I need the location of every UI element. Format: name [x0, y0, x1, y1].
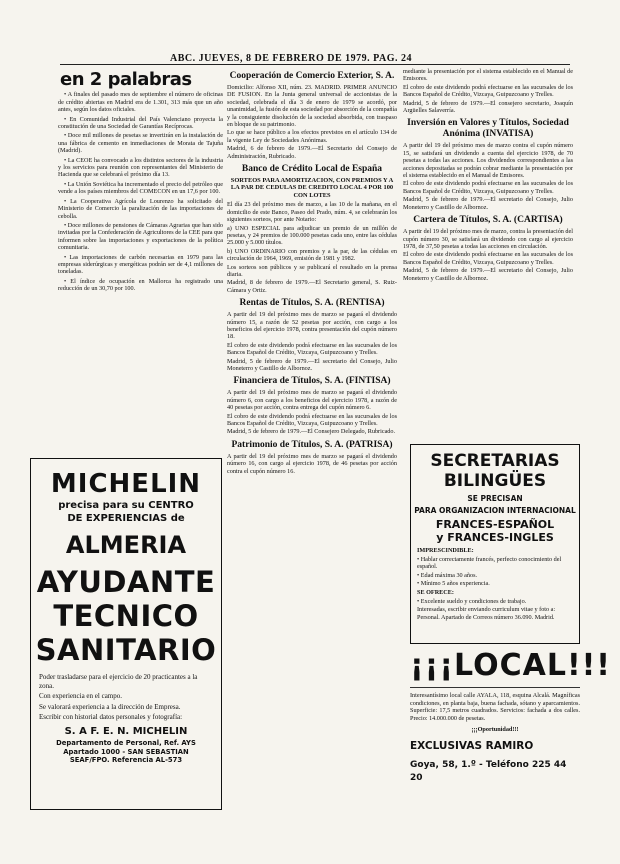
news-bullet: • Doce millones de pensiones de Cámaras Agrarias que han sido invitadas por la Confederación de Agricultores de la CEE para que informen sobre las importaciones y exportaciones de la política comunitaria.	[58, 221, 223, 252]
michelin-ad	[30, 458, 222, 810]
notice-signature: Madrid, 5 de febrero de 1979.—El consejero secretario, Joaquín Argüelles Salaverría.	[403, 99, 573, 115]
secr-lang-1: FRANCES-ESPAÑOL	[435, 518, 555, 531]
secr-req: • Edad máxima 30 años.	[417, 571, 478, 579]
news-bullet: • La CEOE ha convocado a los distintos sectores de la industria y los servicios para reunión con representantes del Ministerio de Hacienda que se celebrará el próximo día 13.	[58, 156, 223, 179]
safen-name: S. A F. E. N. MICHELIN	[64, 725, 188, 737]
local-title: ¡¡¡LOCAL!!!	[410, 648, 611, 683]
michelin-city: ALMERIA	[65, 531, 187, 559]
notice-text: A partir del 19 del próximo mes de marzo, contra la presentación del cupón número 30, se satisfará un dividendo con cargo al ejercicio 1978, de 37,50 pesetas a todas las acciones en circulación.	[403, 228, 573, 250]
secretarias-ad	[410, 444, 580, 644]
secr-req: • Hablar correctamente francés, perfecto conocimiento del español.	[417, 555, 562, 571]
header-rule	[60, 64, 570, 65]
notice-title-rentisa: Rentas de Títulos, S. A. (RENTISA)	[239, 298, 385, 309]
notice-title-banco: Banco de Crédito Local de España	[241, 164, 383, 175]
notice-text: El día 23 del próximo mes de marzo, a las 10 de la mañana, en el domicilio de este Banco, Paseo del Prado, núm. 4, se celebrarán los siguientes sorteos, por ante Notario:	[227, 201, 397, 224]
notice-signature: Madrid, 5 de febrero de 1979.—El secretario del Consejo, Julio Moneterro y Castillo de Albornoz.	[227, 357, 397, 372]
secr-offer: • Excelente sueldo y condiciones de trabajo.	[417, 597, 527, 605]
notice-text: a) UNO ESPECIAL para adjudicar un premio de un millón de pesetas, y 24 premios de 100.000 pesetas cada uno, entre las cédulas 25.000 y 5.000 títulos.	[227, 224, 397, 247]
notice-text: El cobro de este dividendo podrá efectuarse en las sucursales de los Bancos Español de Crédito, Vizcaya, Guipuzcoano y Trelles.	[403, 251, 573, 266]
column-1	[58, 68, 223, 295]
news-bullet: • El índice de ocupación en Mallorca ha registrado una reducción de un 30,70 por 100.	[58, 277, 223, 293]
news-bullet: • Doce mil millones de pesetas se invertirán en la instalación de una fábrica de cemento en inmediaciones de Morata de Tajuña (Madrid).	[58, 132, 223, 155]
local-text: Interesantísimo local calle AYALA, 118, esquina Alcalá. Magníficas condiciones, en planta baja, buena fachada, sótano y aparcamientos. Superficie: 17,5 metros cuadrados. Servicios: fachada a dos calles. Precio: 14.000.000 de pesetas.	[410, 692, 580, 722]
secr-title-2: BILINGÜES	[443, 471, 547, 491]
secr-se-precisan: SE PRECISAN	[467, 494, 523, 503]
notice-text: El cobro de este dividendo podrá efectuarse en las sucursales de los Bancos Español de Crédito, Vizcaya, Guipuzcoano y Trelles.	[227, 341, 397, 357]
local-address: Goya, 58, 1.º - Teléfono 225 44 20	[410, 759, 567, 783]
notice-title-cartisa: Cartera de Títulos, S. A. (CARTISA)	[413, 215, 563, 226]
notice-signature: Madrid, 6 de febrero de 1979.—El Secretario del Consejo de Administración, Rubricado.	[227, 145, 397, 160]
news-bullet: • En Comunidad Industrial del País Valenciano proyecta la constitución de una Sociedad de Garantías Recíprocas.	[58, 115, 223, 131]
requirement-1: Poder trasladarse para el ejercicio de 20 practicantes a la zona.	[39, 673, 198, 690]
notice-title-invatisa: Inversión en Valores y Títulos, Sociedad Anónima (INVATISA)	[407, 118, 569, 140]
requirement-3: Se valorará experiencia a la dirección de Empresa.	[39, 702, 181, 711]
address-line-2: Apartado 1000 - SAN SEBASTIAN	[63, 747, 189, 756]
news-bullet: • La Unión Soviética ha incrementado el precio del petróleo que vende a los países miembros del COMECON en un 17,6 por 100.	[58, 180, 223, 196]
michelin-line-1: precisa para su CENTRO	[58, 500, 194, 511]
news-bullet: • Las importaciones de carbón necesarias en 1979 para las empresas siderúrgicas y energéticas podrán ser de 4,1 millones de toneladas.	[58, 253, 223, 276]
column-3	[403, 68, 573, 286]
notice-title-fintisa: Financiera de Títulos, S. A. (FINTISA)	[233, 376, 391, 387]
requirement-2: Con experiencia en el campo.	[39, 692, 122, 701]
secr-organizacion: PARA ORGANIZACION INTERNACIONAL	[414, 506, 576, 515]
local-agency: EXCLUSIVAS RAMIRO	[410, 739, 534, 752]
notice-text: A partir del 19 del próximo mes de marzo contra el cupón número 15, se satisfará un dividendo a cuenta del ejercicio 1978, de 70 pesetas a todas las acciones. Los dividendos correspondientes a las acciones depositadas se podrán cobrar mediante la presentación por el sistema establecido en el Manual de Emisores.	[403, 142, 573, 180]
michelin-line-2: DE EXPERIENCIAS de	[67, 513, 185, 524]
notice-title-cooperacion: Cooperación de Comercio Exterior, S. A.	[229, 71, 395, 81]
notice-text: b) UNO ORDINARIO con premios y a la par, de las cédulas en circulación de 1964, 1969, emisión de 1981 y 1982.	[227, 247, 397, 263]
secr-contact: Interesadas, escribir enviando curriculum vitae y foto a: Personal. Apartado de Correos número 36.090. Madrid.	[417, 606, 556, 621]
notice-text: El cobro de este dividendo podrá efectuarse en las sucursales de los Bancos Español de Crédito, Vizcaya, Guipuzcoano y Trelles.	[227, 412, 397, 428]
address-line-1: Departamento de Personal, Ref. AYS	[56, 738, 196, 747]
michelin-brand: MICHELIN	[50, 469, 202, 499]
page-header: ABC. JUEVES, 8 DE FEBRERO DE 1979. PAG. 24	[170, 53, 412, 64]
notice-text: El cobro de este dividendo podrá efectuarse en las sucursales de los Bancos Español de Crédito, Vizcaya, Guipuzcoano y Trelles.	[403, 83, 573, 99]
news-bullet: • A finales del pasado mes de septiembre el número de oficinas de crédito abiertas en Madrid era de 1.301, 313 más que un año antes, según los datos oficiales.	[58, 91, 223, 114]
job-title-2: TECNICO	[53, 599, 199, 633]
secr-offer-heading: SE OFRECE:	[417, 588, 454, 596]
notice-signature: Madrid, 5 de febrero de 1979.—El secretario del Consejo, Julio Moneterro y Castillo de Albornoz.	[403, 267, 573, 282]
news-bullets	[58, 91, 223, 292]
secr-req: • Mínimo 5 años experiencia.	[417, 580, 490, 588]
notice-signature: Madrid, 5 de febrero de 1979.—El Consejero Delegado, Rubricado.	[227, 428, 396, 436]
paper-name: ABC	[170, 53, 193, 64]
notice-signature: Madrid, 8 de febrero de 1979.—El Secretario general, S. Ruiz-Cámara y Ortiz.	[227, 279, 397, 294]
notice-text: El cobro de este dividendo podrá efectuarse en las sucursales de los Bancos Español de Crédito, Vizcaya, Guipuzcoano y Trelles.	[403, 180, 573, 195]
local-oportunidad: ¡¡¡Oportunidad!!!	[471, 726, 519, 734]
notice-title-patrisa: Patrimonio de Títulos, S. A. (PATRISA)	[231, 439, 393, 450]
local-ad	[410, 648, 611, 785]
notice-signature: Madrid, 5 de febrero de 1979.—El secretario del Consejo, Julio Moneterro y Castillo de Albornoz.	[403, 196, 573, 211]
secr-title-1: SECRETARIAS	[430, 451, 560, 471]
secr-req-heading: IMPRESCINDIBLE:	[417, 547, 474, 554]
header-day: JUEVES	[198, 53, 240, 64]
notice-text: mediante la presentación por el sistema establecido en el Manual de Emisores.	[403, 68, 573, 83]
notice-text: Lo que se hace público a los efectos previstos en el artículo 134 de la vigente Ley de Sociedades Anónimas.	[227, 129, 397, 144]
secr-lang-2: y FRANCES-INGLES	[436, 531, 554, 544]
notice-subtitle: SORTEOS PARA AMORTIZACION, CON PREMIOS Y A LA PAR DE CEDULAS DE CREDITO LOCAL 4 POR 100 CON LOTES	[230, 177, 394, 199]
notice-text: A partir del 19 del próximo mes de marzo se pagará el dividendo número 16, con cargo al ejercicio 1978, de 46 pesetas por acción contra el cupón número 16.	[227, 452, 397, 475]
notice-text: A partir del 19 del próximo mes de marzo se pagará el dividendo número 15, a razón de 52 pesetas por acción, con cargo a los beneficios del ejercicio 1978, contra presentación del cupón número 18.	[227, 311, 397, 341]
notice-text: Domicilio: Alfonso XII, núm. 23. MADRID. PRIMER ANUNCIO DE FUSION. En la Junta general universal de accionistas de la sociedad, celebrada el día 3 de enero de 1979 se acordó, por unanimidad, la fusión de esta sociedad por absorción de la compañía y la consiguiente disolución de la sociedad absorbida, con traspaso en bloque de su patrimonio.	[227, 84, 397, 129]
section-logo: en 2 palabras	[60, 69, 192, 90]
header-date: 8 DE FEBRERO DE 1979	[245, 53, 368, 64]
job-title-3: SANITARIO	[35, 633, 217, 667]
address-line-3: SEAF/FPO. Referencia AL-573	[69, 756, 183, 765]
notice-text: Los sorteos son públicos y se publicará el resultado en la prensa diaria.	[227, 263, 397, 278]
send-instructions: Escribir con historial datos personales y fotografía:	[39, 713, 183, 722]
job-title-1: AYUDANTE	[36, 565, 216, 599]
news-bullet: • La Cooperativa Agrícola de Lourenzo ha solicitado del Ministerio de Comercio la paralización de las importaciones de cebolla.	[58, 197, 223, 220]
column-2	[227, 68, 397, 476]
divider	[410, 687, 580, 688]
header-page: PAG. 24	[373, 53, 412, 64]
notice-text: A partir del 19 del próximo mes de marzo se pagará el dividendo número 6, con cargo a los beneficios del ejercicio 1978, a razón de 40 pesetas por acción, contra entrega del cupón número 6.	[227, 389, 397, 412]
